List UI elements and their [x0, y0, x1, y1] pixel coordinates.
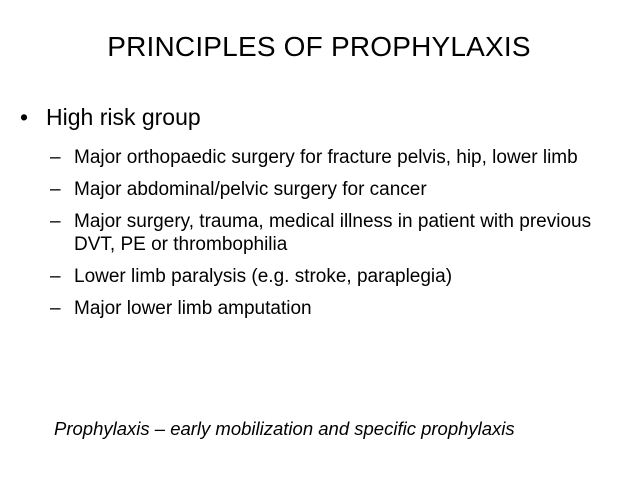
dash-icon: – [50, 211, 61, 232]
sub-bullet-item [50, 178, 630, 201]
prophylaxis-note: Prophylaxis – early mobilization and specific prophylaxis [54, 418, 515, 439]
sub-bullet-item [50, 146, 630, 169]
sub-bullet-item [50, 265, 630, 288]
sub-bullet-text: Major lower limb amputation [74, 298, 312, 319]
sub-bullet-text: Major abdominal/pelvic surgery for cancer [74, 179, 427, 200]
main-bullet [20, 103, 201, 131]
sub-bullet-item [50, 210, 630, 256]
sub-bullet-text: Lower limb paralysis (e.g. stroke, paraplegia) [74, 266, 453, 287]
main-bullet-text: High risk group [46, 104, 201, 130]
dash-icon: – [50, 266, 61, 287]
sub-bullet-list [50, 146, 630, 329]
dash-icon: – [50, 298, 61, 319]
sub-bullet-item [50, 297, 630, 320]
dash-icon: – [50, 147, 61, 168]
sub-bullet-text: Major surgery, trauma, medical illness in patient with previous DVT, PE or thrombophilia [74, 211, 592, 255]
slide-title: PRINCIPLES OF PROPHYLAXIS [107, 31, 531, 62]
bullet-dot-icon: • [20, 104, 29, 130]
sub-bullet-text: Major orthopaedic surgery for fracture pelvis, hip, lower limb [74, 147, 578, 168]
dash-icon: – [50, 179, 61, 200]
